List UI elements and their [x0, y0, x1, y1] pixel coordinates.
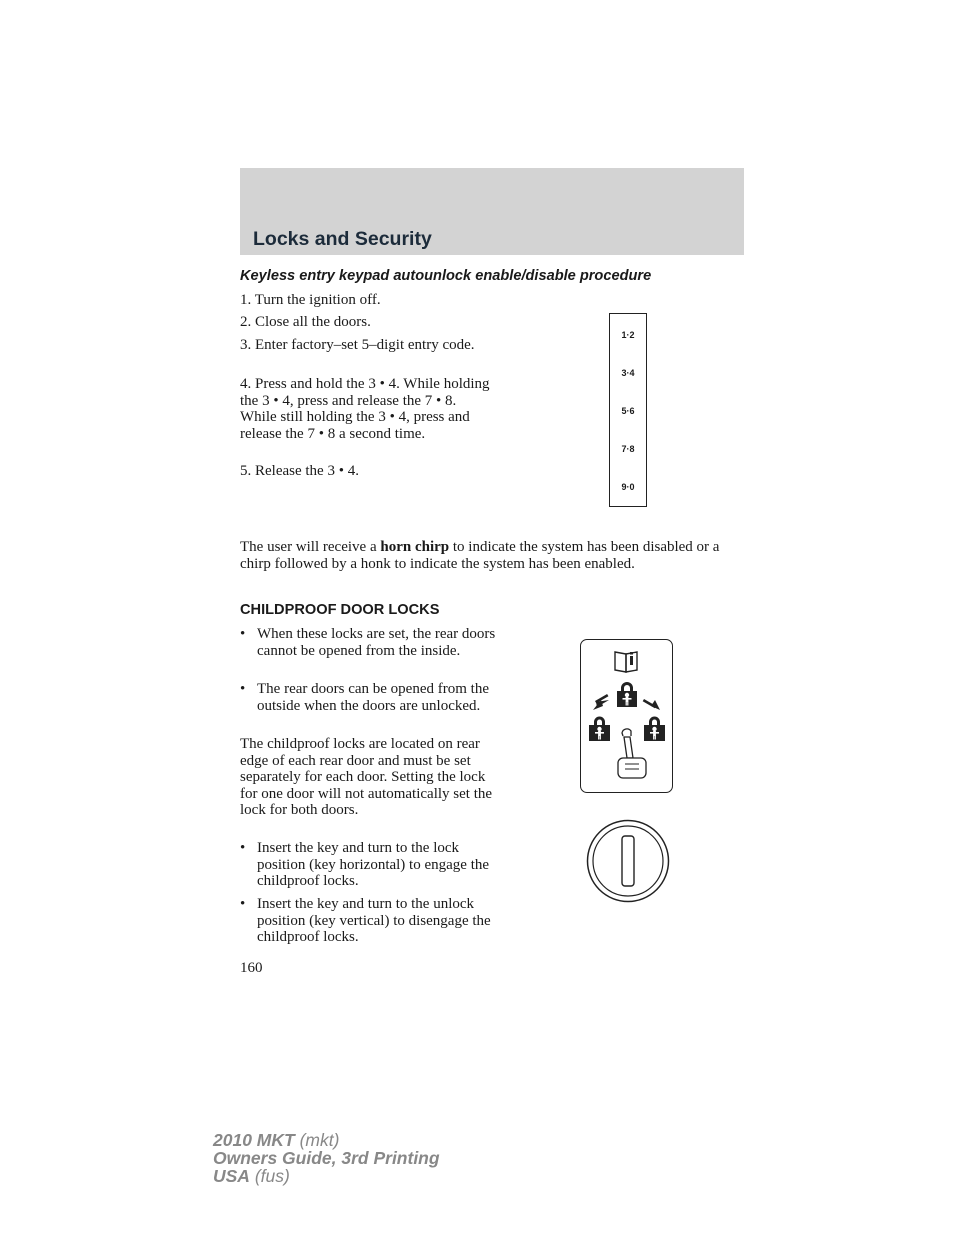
child-lock-icon: [617, 682, 637, 707]
step-1: 1. Turn the ignition off.: [240, 292, 381, 308]
section-title: Locks and Security: [253, 228, 432, 250]
key-slot-icon: [622, 836, 634, 886]
bullet-dot: •: [240, 896, 246, 912]
footer-region: USA: [213, 1166, 250, 1186]
result-text-start: The user will receive a: [240, 539, 381, 555]
childproof-heading: CHILDPROOF DOOR LOCKS: [240, 602, 440, 618]
lock-cylinder-diagram: [586, 819, 670, 903]
childproof-paragraph: The childproof locks are located on rear edge of each rear door and must be set separately for each door. Setting the lock for one door will not automatically set the lock for both doors.: [240, 736, 493, 818]
bullet-text: Insert the key and turn to the unlock position (key vertical) to disengage the childproof locks.: [257, 896, 491, 945]
page-number: 160: [240, 960, 263, 976]
footer-line-2: Owners Guide, 3rd Printing: [213, 1148, 440, 1168]
step-4: 4. Press and hold the 3 • 4. While holding the 3 • 4, press and release the 7 • 8. While still holding the 3 • 4, press and release the 7 • 8 a second time.: [240, 376, 490, 442]
autounlock-heading: Keyless entry keypad autounlock enable/disable procedure: [240, 268, 652, 284]
arrow-right-icon: [643, 699, 660, 710]
keypad-key-9-0: 9·0: [621, 482, 635, 492]
bullet-item: [240, 896, 502, 946]
bullet-dot: •: [240, 626, 246, 642]
arrow-left-icon: [593, 694, 609, 710]
footer-line-1: [213, 1131, 440, 1149]
result-text-bold: horn chirp: [380, 539, 450, 555]
step-3: 3. Enter factory–set 5–digit entry code.: [240, 337, 475, 353]
bullet-item: [240, 681, 502, 714]
key-icon: [618, 729, 646, 778]
lock-outer-ring: [588, 821, 669, 902]
lock-cylinder-graphic: [586, 819, 670, 903]
document-footer: [213, 1131, 440, 1185]
child-lock-right-icon: [644, 717, 665, 742]
step-2: 2. Close all the doors.: [240, 314, 371, 330]
footer-region-code: (fus): [249, 1166, 290, 1186]
bullet-dot: •: [240, 840, 246, 856]
childproof-label-diagram: [580, 639, 673, 793]
bullet-dot: •: [240, 681, 246, 697]
footer-model-code: (mkt): [294, 1130, 340, 1150]
result-text-end: to indicate the system has been disabled or a chirp followed by a honk to indicate the system has been enabled.: [240, 539, 720, 572]
child-lock-left-icon: [589, 717, 610, 742]
horn-chirp-paragraph: [240, 539, 740, 572]
footer-model: 2010 MKT: [213, 1130, 295, 1150]
bullet-text: Insert the key and turn to the lock position (key horizontal) to engage the childproof locks.: [257, 840, 490, 889]
step-5: 5. Release the 3 • 4.: [240, 463, 359, 479]
keypad-key-7-8: 7·8: [621, 444, 635, 454]
footer-line-3: [213, 1167, 440, 1185]
keypad-key-3-4: 3·4: [621, 368, 635, 378]
keypad-key-1-2: 1·2: [621, 330, 635, 340]
bullet-item: [240, 626, 502, 659]
keypad-diagram: [609, 313, 647, 507]
bullet-item: [240, 840, 502, 890]
childproof-label-graphic: [581, 640, 672, 792]
bullet-text: When these locks are set, the rear doors cannot be opened from the inside.: [257, 626, 496, 659]
keypad-key-5-6: 5·6: [621, 406, 635, 416]
owner-guide-icon: [615, 652, 637, 672]
bullet-text: The rear doors can be opened from the outside when the doors are unlocked.: [257, 681, 489, 714]
